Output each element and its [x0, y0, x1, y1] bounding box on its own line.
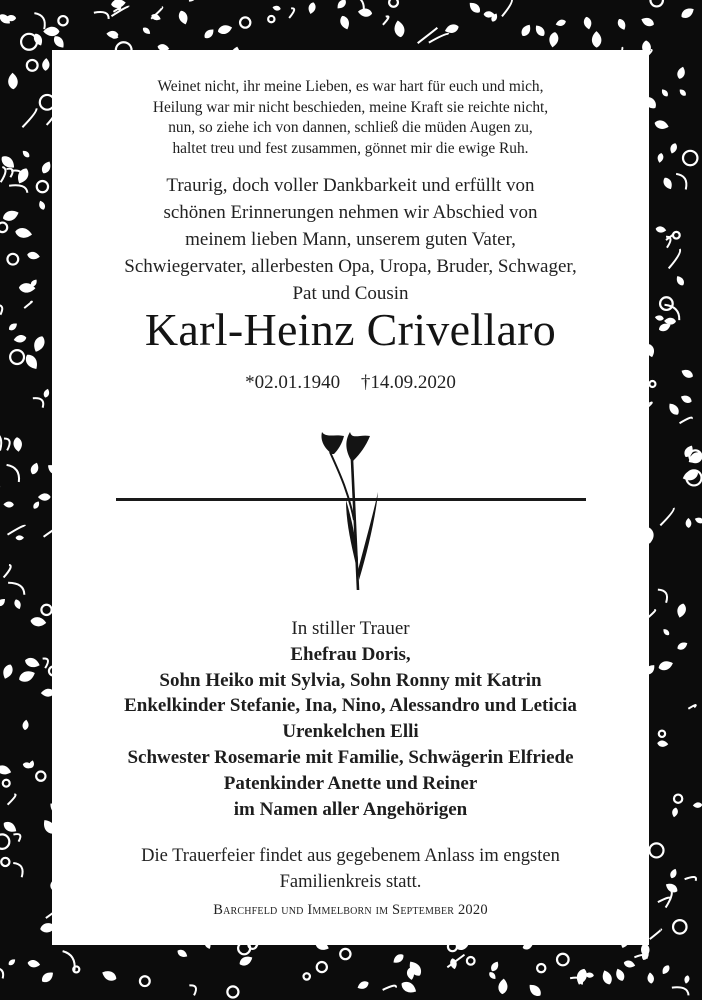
obituary-card	[52, 50, 649, 945]
mourner-line: Enkelkinder Stefanie, Ina, Nino, Alessandro und Leticia	[124, 695, 577, 717]
poem	[52, 77, 649, 159]
mourners	[52, 616, 649, 822]
intro-line: Traurig, doch voller Dankbarkeit und erfüllt von	[166, 175, 535, 196]
intro-text	[52, 172, 649, 307]
intro-line: Pat und Cousin	[292, 283, 409, 304]
deceased-name: Karl-Heinz Crivellaro	[144, 304, 557, 355]
life-dates	[52, 370, 649, 396]
poem-line: Weinet nicht, ihr meine Lieben, es war hart für euch und mich,	[157, 78, 544, 95]
funeral-line: Die Trauerfeier findet aus gegebenem Anlass im engsten	[141, 846, 560, 866]
funeral-line: Familienkreis statt.	[279, 872, 422, 892]
mourner-line: Ehefrau Doris,	[290, 643, 411, 665]
death-date: †14.09.2020	[360, 372, 456, 393]
poem-line: haltet treu und fest zusammen, gönnet mir die ewige Ruh.	[172, 139, 529, 157]
intro-line: schönen Erinnerungen nehmen wir Abschied von	[163, 202, 538, 223]
poem-line: nun, so ziehe ich von dannen, schließ die müden Augen zu,	[168, 119, 533, 136]
intro-line: Schwiegervater, allerbesten Opa, Uropa, Bruder, Schwager,	[124, 256, 577, 277]
funeral-notice	[52, 843, 649, 895]
mourners-heading: In stiller Trauer	[291, 618, 410, 639]
poem-line: Heilung war mir nicht beschieden, meine Kraft sie reichte nicht,	[152, 98, 549, 116]
place-and-date: Barchfeld und Immelborn im September 2020	[213, 902, 488, 918]
mourner-line: Urenkelchen Elli	[282, 721, 419, 743]
mourner-line: Schwester Rosemarie mit Familie, Schwägerin Elfriede	[127, 746, 574, 768]
mourner-line: im Namen aller Angehörigen	[233, 798, 468, 820]
calla-lily-icon	[316, 400, 386, 600]
birth-date: *02.01.1940	[245, 372, 341, 393]
intro-line: meinem lieben Mann, unserem guten Vater,	[185, 229, 516, 250]
mourner-line: Sohn Heiko mit Sylvia, Sohn Ronny mit Katrin	[159, 669, 542, 691]
mourner-line: Patenkinder Anette und Reiner	[223, 772, 478, 794]
